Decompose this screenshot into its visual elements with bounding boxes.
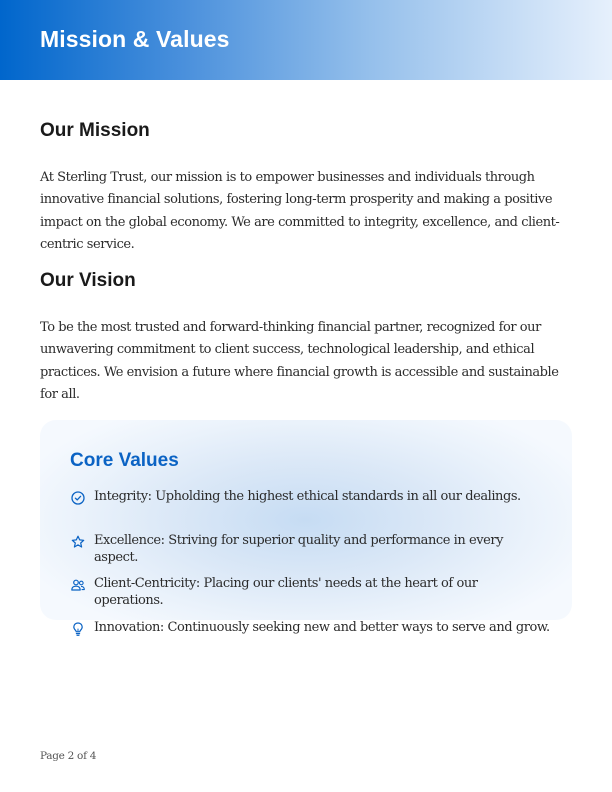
check-circle-icon [70,490,86,506]
page-title: Mission & Values [40,26,230,52]
users-icon [70,577,86,593]
core-value-text: Innovation: Continuously seeking new and better ways to serve and grow. [94,620,550,635]
page-header [0,0,612,80]
vision-text: To be the most trusted and forward-thinking financial partner, recognized for our unwavering commitment to client success, technological leadership, and ethical practices. We envision a future where financial growth is accessible and sustainable for all. [40,320,559,403]
core-value-text: Client-Centricity: Placing our clients' needs at the heart of our operations. [94,576,478,608]
core-value-text: Excellence: Striving for superior quality and performance in every aspect. [94,533,504,565]
star-icon [70,534,86,550]
mission-heading: Our Mission [40,120,150,141]
vision-heading: Our Vision [40,270,136,291]
core-value-client-centricity [70,576,550,609]
page-number: Page 2 of 4 [40,750,97,762]
core-value-integrity [70,489,550,506]
core-value-text: Integrity: Upholding the highest ethical standards in all our dealings. [94,489,521,504]
mission-text: At Sterling Trust, our mission is to empower businesses and individuals through innovative financial solutions, fostering long-term prosperity and making a positive impact on the global economy. We are committed to integrity, excellence, and client-centric service. [40,170,560,253]
core-value-innovation [70,620,550,637]
lightbulb-icon [70,621,86,637]
core-value-excellence [70,533,550,566]
core-values-heading: Core Values [70,450,179,471]
